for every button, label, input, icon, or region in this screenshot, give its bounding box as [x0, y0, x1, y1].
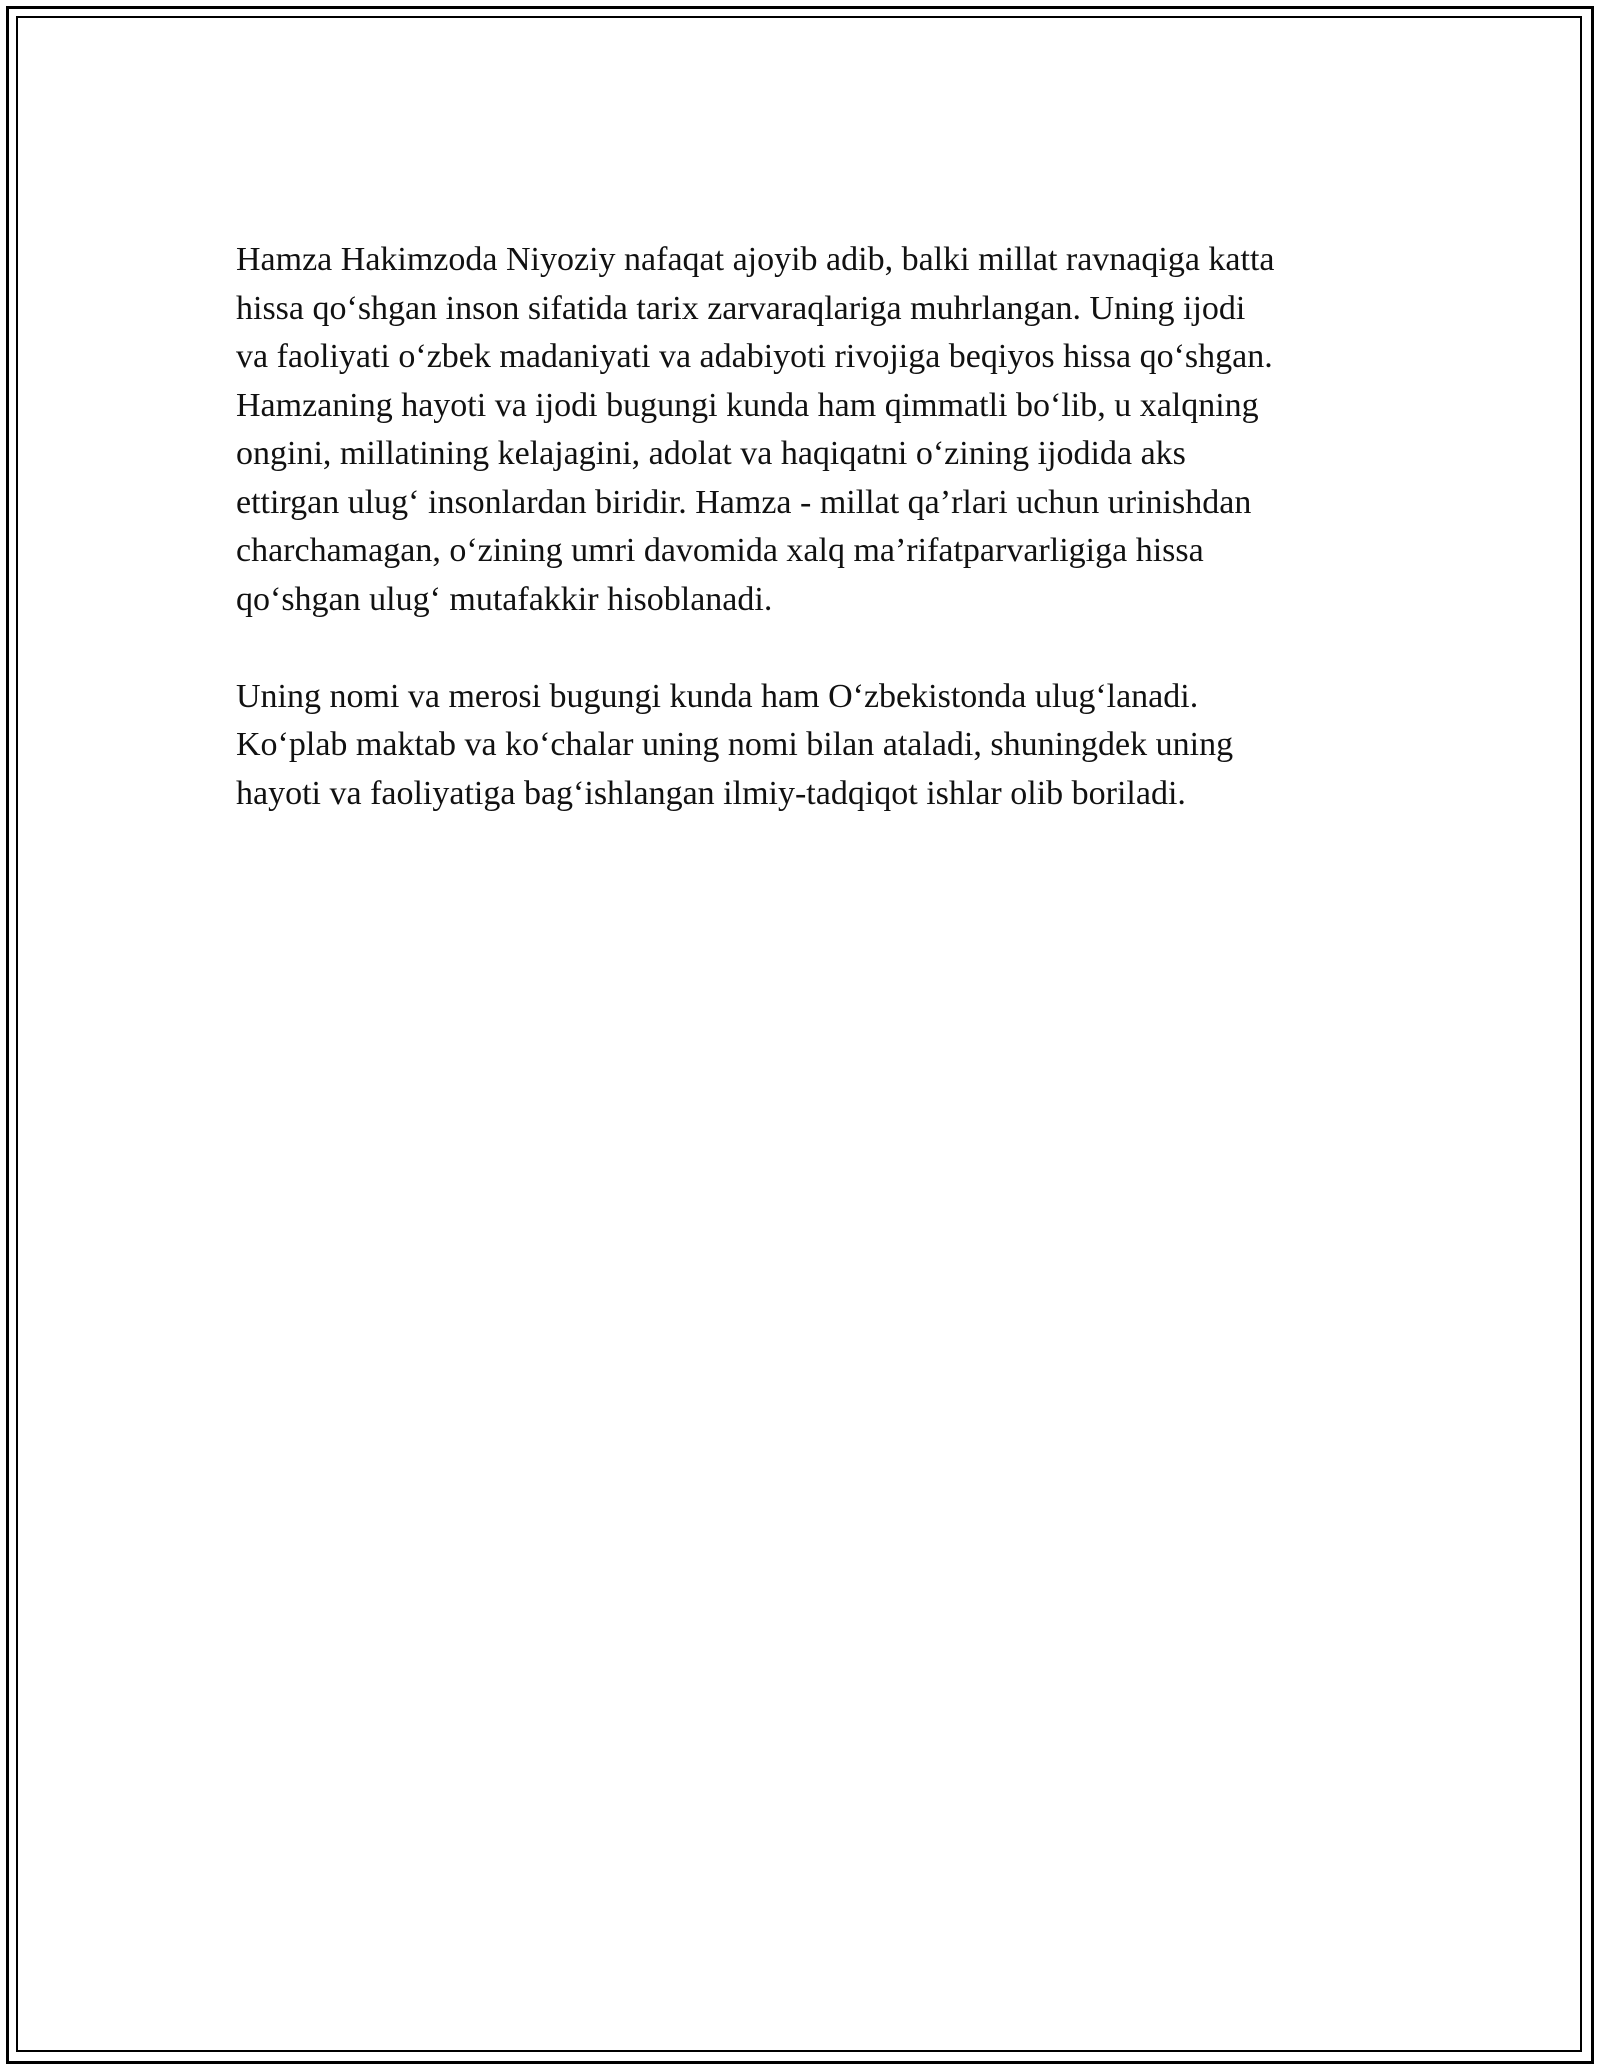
text-line: ettirgan ulug‘ insonlardan biridir. Hamza - millat qa’rlari uchun urinishdan [236, 483, 1252, 521]
text-line: Hamza Hakimzoda Niyoziy nafaqat ajoyib adib, balki millat ravnaqiga katta [236, 241, 1275, 278]
text-line: qo‘shgan ulug‘ mutafakkir hisoblanadi. [236, 580, 773, 618]
text-line: Hamzaning hayoti va ijodi bugungi kunda ham qimmatli bo‘lib, u xalqning [236, 386, 1259, 424]
text-line: Uning nomi va merosi bugungi kunda ham O‘zbekistonda ulug‘lanadi. [236, 677, 1199, 715]
text-line: ongini, millatining kelajagini, adolat va haqiqatni o‘zining ijodida aks [236, 435, 1186, 472]
text-line: hissa qo‘shgan inson sifatida tarix zarvaraqlariga muhrlangan. Uning ijodi [236, 289, 1246, 327]
paragraph-2 [236, 673, 1366, 819]
paragraph-1 [236, 236, 1366, 624]
document-body [236, 236, 1366, 867]
text-line: hayoti va faoliyatiga bag‘ishlangan ilmiy-tadqiqot ishlar olib boriladi. [236, 774, 1186, 812]
text-line: va faoliyati o‘zbek madaniyati va adabiyoti rivojiga beqiyos hissa qo‘shgan. [236, 338, 1273, 375]
text-line: charchamagan, o‘zining umri davomida xalq ma’rifatparvarligiga hissa [236, 532, 1204, 569]
text-line: Ko‘plab maktab va ko‘chalar uning nomi bilan ataladi, shuningdek uning [236, 726, 1234, 763]
